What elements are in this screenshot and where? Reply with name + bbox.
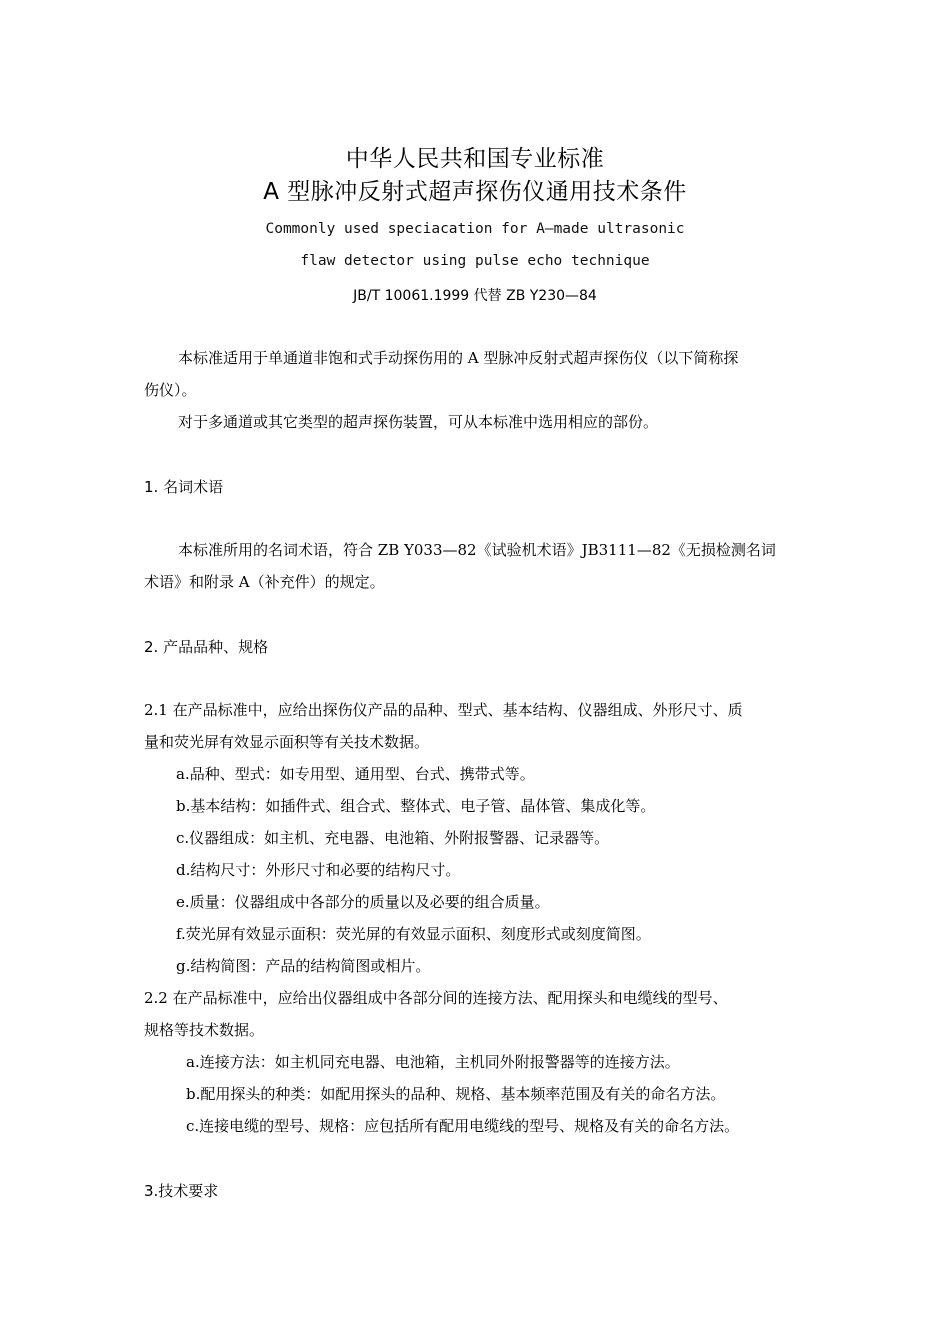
list-item: e.质量：仪器组成中各部分的质量以及必要的组合质量。 <box>176 893 550 911</box>
section-1-paragraph-line-1: 本标准所用的名词术语，符合 ZB Y033—82《试验机术语》JB3111—82《无损检测名词 <box>178 541 776 559</box>
section-2-2-line-1: 2.2 在产品标准中，应给出仪器组成中各部分间的连接方法、配用探头和电缆线的型号、 <box>144 989 728 1007</box>
section-2-1-line-2: 量和荧光屏有效显示面积等有关技术数据。 <box>144 733 430 751</box>
section-2-heading: 2. 产品品种、规格 <box>144 638 269 656</box>
standard-code: JB/T 10061.1999 代替 ZB Y230—84 <box>353 288 597 304</box>
section-3-heading: 3.技术要求 <box>144 1182 219 1200</box>
english-title-line-1: Commonly used speciacation for A—made ultrasonic <box>265 221 685 237</box>
section-2-1-line-1: 2.1 在产品标准中，应给出探伤仪产品的品种、型式、基本结构、仪器组成、外形尺寸、质 <box>144 701 743 719</box>
document-subtitle: A 型脉冲反射式超声探伤仪通用技术条件 <box>263 179 687 205</box>
list-item: a.连接方法：如主机同充电器、电池箱，主机同外附报警器等的连接方法。 <box>186 1053 680 1071</box>
section-1-heading: 1. 名词术语 <box>144 478 224 496</box>
list-item: b.配用探头的种类：如配用探头的品种、规格、基本频率范围及有关的命名方法。 <box>186 1085 726 1103</box>
english-title-line-2: flaw detector using pulse echo technique <box>300 253 650 269</box>
document-title: 中华人民共和国专业标准 <box>345 146 605 172</box>
list-item: a.品种、型式：如专用型、通用型、台式、携带式等。 <box>176 765 535 783</box>
list-item: g.结构简图：产品的结构简图或相片。 <box>176 957 431 975</box>
intro-paragraph-2: 对于多通道或其它类型的超声探伤装置，可从本标准中选用相应的部份。 <box>178 413 659 431</box>
section-2-2-line-2: 规格等技术数据。 <box>144 1021 265 1039</box>
list-item: f.荧光屏有效显示面积：荧光屏的有效显示面积、刻度形式或刻度简图。 <box>176 925 651 943</box>
list-item: c.仪器组成：如主机、充电器、电池箱、外附报警器、记录器等。 <box>176 829 610 847</box>
list-item: b.基本结构：如插件式、组合式、整体式、电子管、晶体管、集成化等。 <box>176 797 656 815</box>
intro-paragraph-line-1: 本标准适用于单通道非饱和式手动探伤用的 A 型脉冲反射式超声探伤仪（以下简称探 <box>178 349 739 367</box>
list-item: d.结构尺寸：外形尺寸和必要的结构尺寸。 <box>176 861 461 879</box>
section-1-paragraph-line-2: 术语》和附录 A（补充件）的规定。 <box>144 573 385 591</box>
list-item: c.连接电缆的型号、规格：应包括所有配用电缆线的型号、规格及有关的命名方法。 <box>186 1117 740 1135</box>
intro-paragraph-line-2: 伤仪）。 <box>144 381 197 399</box>
